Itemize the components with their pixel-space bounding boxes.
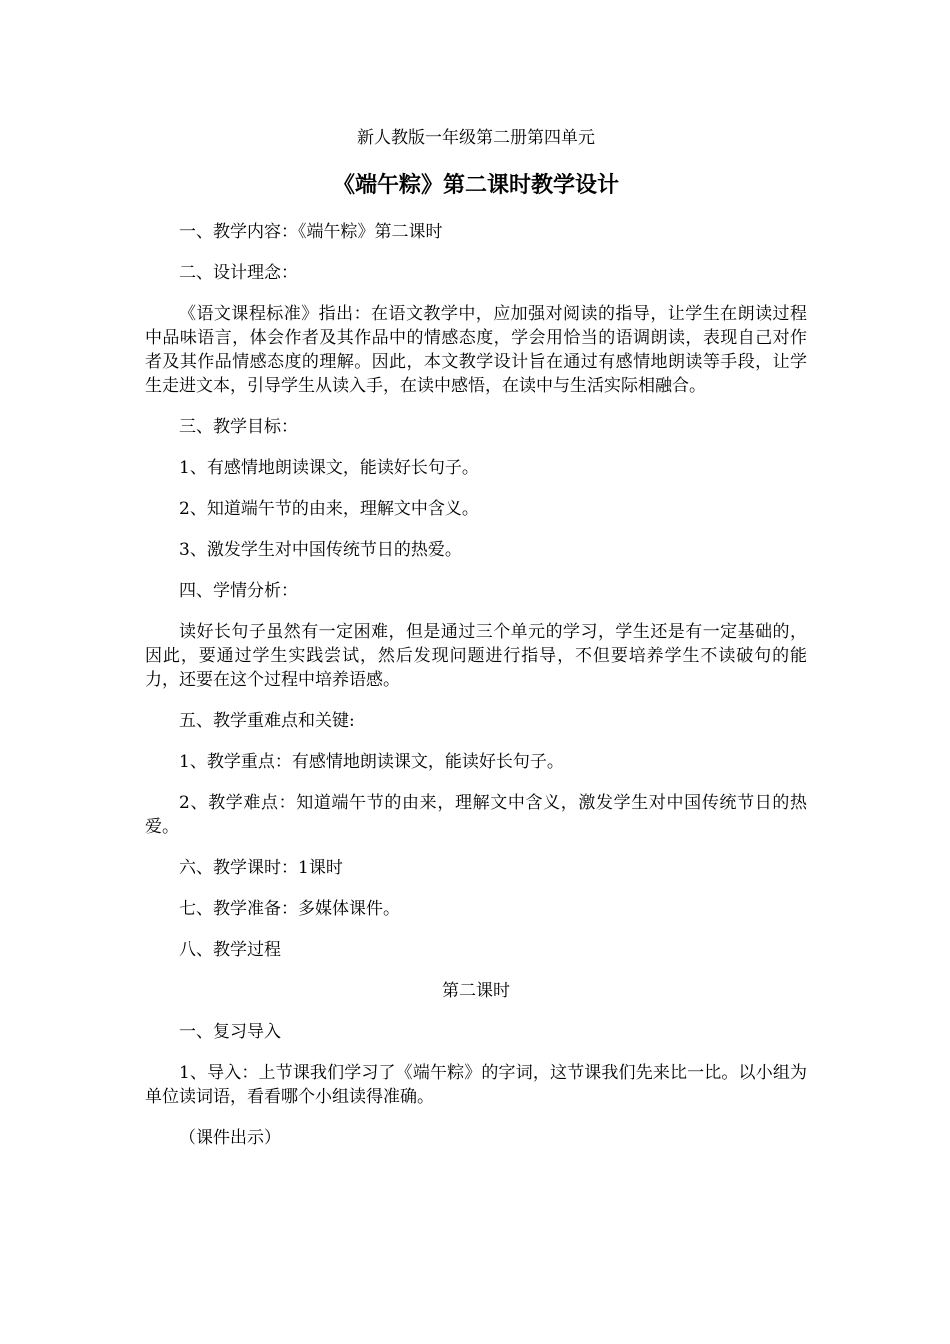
section-heading-concept: 二、设计理念： — [179, 263, 298, 283]
goal-item-1: 1、有感情地朗读课文，能读好长句子。 — [179, 458, 479, 478]
key-point-item-1: 1、教学重点：有感情地朗读课文，能读好长句子。 — [179, 752, 564, 772]
section-heading-content: 一、教学内容：《端午粽》第二课时 — [179, 222, 443, 242]
step-intro-paragraph: 1、导入：上节课我们学习了《端午粽》的字词，这节课我们先来比一比。以小组为单位读词语，看看哪个小组读得准确。 — [145, 1063, 807, 1107]
section-heading-periods: 六、教学课时：1课时 — [179, 858, 343, 878]
section-heading-key-points: 五、教学重难点和关键: — [179, 711, 355, 731]
step-heading-review: 一、复习导入 — [179, 1022, 281, 1042]
key-point-item-2: 2、教学难点：知道端午节的由来，理解文中含义，激发学生对中国传统节日的热爱。 — [145, 793, 807, 837]
document-title: 《端午粽》第二课时教学设计 — [332, 172, 619, 198]
analysis-paragraph: 读好长句子虽然有一定困难，但是通过三个单元的学习，学生还是有一定基础的，因此，要通过学生实践尝试，然后发现问题进行指导，不但要培养学生不读破句的能力，还要在这个过程中培养语感。 — [145, 622, 807, 690]
courseware-note: （课件出示） — [179, 1128, 281, 1148]
section-heading-goals: 三、教学目标： — [179, 417, 298, 437]
section-heading-preparation: 七、教学准备：多媒体课件。 — [179, 899, 400, 919]
section-heading-process: 八、教学过程 — [179, 940, 281, 960]
goal-item-3: 3、激发学生对中国传统节日的热爱。 — [179, 540, 462, 560]
goal-item-2: 2、知道端午节的由来，理解文中含义。 — [179, 499, 479, 519]
lesson-period-heading: 第二课时 — [442, 981, 510, 1001]
document-subtitle: 新人教版一年级第二册第四单元 — [357, 128, 595, 148]
concept-paragraph: 《语文课程标准》指出：在语文教学中，应加强对阅读的指导，让学生在朗读过程中品味语言，体会作者及其作品中的情感态度，学会用恰当的语调朗读，表现自己对作者及其作品情感态度的理解。因此，本文教学设计旨在通过有感情地朗读等手段，让学生走进文本，引导学生从读入手，在读中感悟，在读中与生活实际相融合。 — [145, 304, 807, 396]
section-heading-analysis: 四、学情分析： — [179, 581, 298, 601]
document-body — [145, 126, 807, 1167]
